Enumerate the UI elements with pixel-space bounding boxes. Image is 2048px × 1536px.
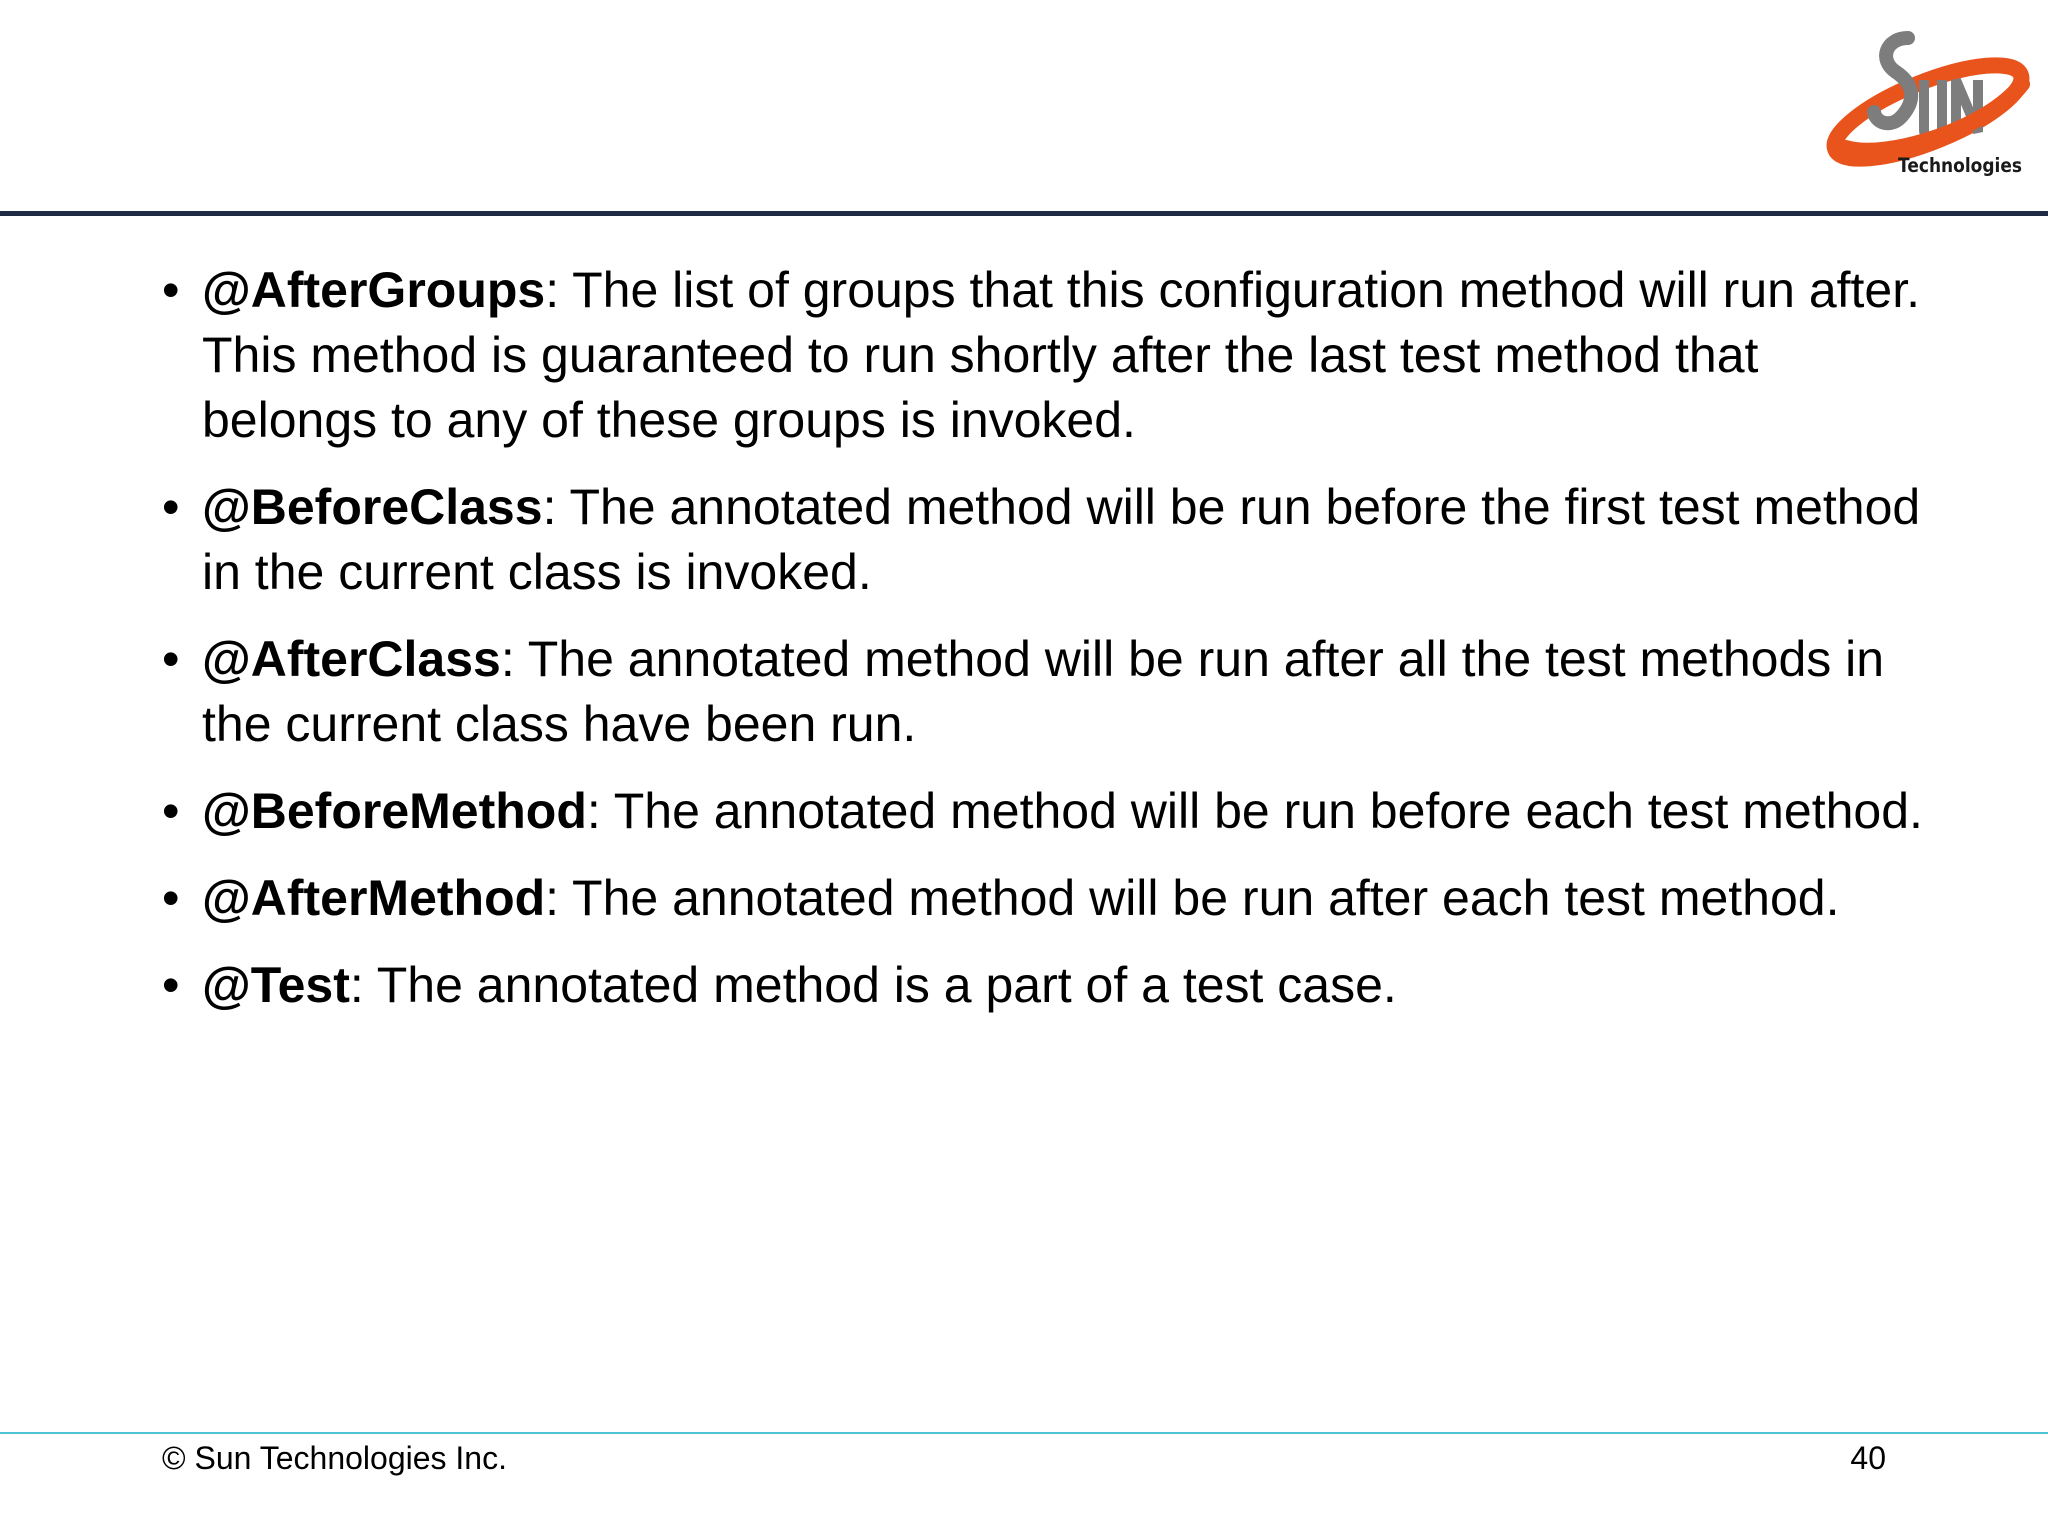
bullet-item-afterclass bbox=[150, 627, 1930, 757]
bullet-item-beforemethod bbox=[150, 779, 1930, 844]
bullet-dot: • bbox=[162, 631, 180, 687]
slide-content bbox=[150, 258, 1930, 1040]
sun-technologies-logo bbox=[1816, 20, 2044, 188]
bullet-term: @BeforeMethod bbox=[202, 783, 587, 839]
bullet-term: @Test bbox=[202, 957, 350, 1013]
header-rule bbox=[0, 211, 2048, 216]
bullet-dot: • bbox=[162, 479, 180, 535]
bullet-description: : The annotated method will be run before each test method. bbox=[586, 783, 1923, 839]
bullet-item-aftergroups bbox=[150, 258, 1930, 453]
bullet-description: : The list of groups that this configuration method will run after. This method is guaranteed to run shortly after the last test method that belongs to any of these groups is invoked. bbox=[202, 262, 1921, 448]
bullet-description: : The annotated method will be run before the first test method in the current class is invoked. bbox=[202, 479, 1921, 600]
page-number: 40 bbox=[1850, 1440, 1886, 1476]
bullet-dot: • bbox=[162, 957, 180, 1013]
bullet-list bbox=[150, 258, 1930, 1018]
bullet-term: @AfterGroups bbox=[202, 262, 546, 318]
bullet-dot: • bbox=[162, 870, 180, 926]
bullet-term: @BeforeClass bbox=[202, 479, 543, 535]
bullet-term: @AfterMethod bbox=[202, 870, 546, 926]
bullet-item-test bbox=[150, 953, 1930, 1018]
footer-rule bbox=[0, 1432, 2048, 1434]
bullet-description: : The annotated method will be run after all the test methods in the current class have been run. bbox=[202, 631, 1885, 752]
bullet-item-aftermethod bbox=[150, 866, 1930, 931]
footer-copyright: © Sun Technologies Inc. bbox=[162, 1440, 507, 1476]
logo-text: Technologies bbox=[1898, 154, 2022, 178]
bullet-item-beforeclass bbox=[150, 475, 1930, 605]
bullet-description: : The annotated method will be run after each test method. bbox=[545, 870, 1840, 926]
bullet-dot: • bbox=[162, 783, 180, 839]
bullet-description: : The annotated method is a part of a test case. bbox=[349, 957, 1397, 1013]
bullet-dot: • bbox=[162, 262, 180, 318]
bullet-term: @AfterClass bbox=[202, 631, 501, 687]
